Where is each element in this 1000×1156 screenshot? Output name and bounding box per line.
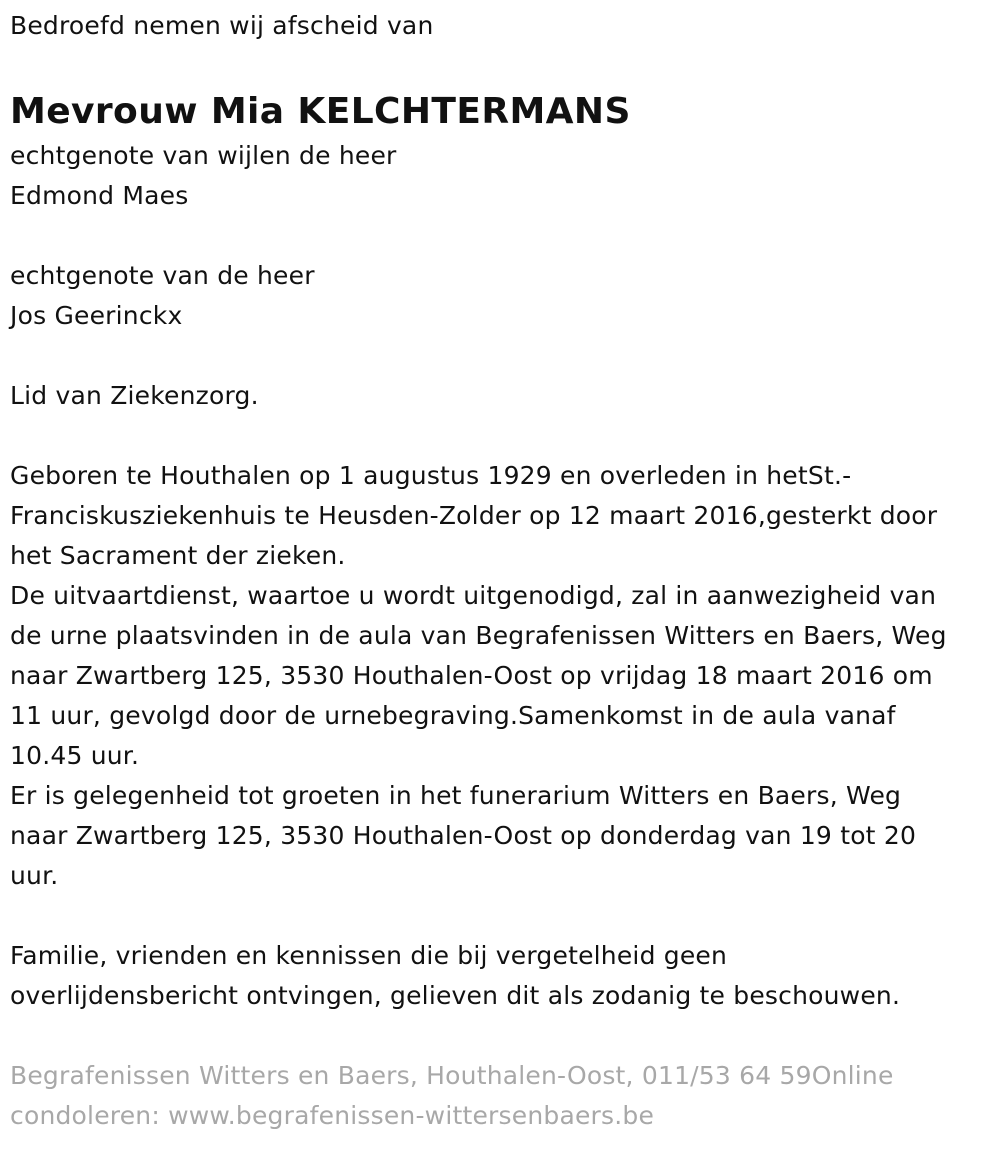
spacer <box>10 416 990 456</box>
birth-death-paragraph <box>10 456 990 576</box>
obituary-notice <box>0 6 1000 1136</box>
spacer <box>10 336 990 376</box>
paragraph-line: De uitvaartdienst, waartoe u wordt uitgenodigd, zal in aanwezigheid van <box>10 581 937 610</box>
late-spouse-label: echtgenote van wijlen de heer <box>10 141 397 170</box>
paragraph-line: het Sacrament der zieken. <box>10 541 346 570</box>
footer-line: Begrafenissen Witters en Baers, Houthalen-Oost, 011/53 64 59Online <box>10 1061 894 1090</box>
paragraph-line: Familie, vrienden en kennissen die bij vergetelheid geen <box>10 941 728 970</box>
spouse-block <box>10 256 990 336</box>
membership-text: Lid van Ziekenzorg. <box>10 381 259 410</box>
spacer <box>10 1016 990 1056</box>
spacer <box>10 896 990 936</box>
late-spouse-name: Edmond Maes <box>10 181 189 210</box>
paragraph-line: 10.45 uur. <box>10 741 140 770</box>
spacer <box>10 216 990 256</box>
paragraph-line: uur. <box>10 861 59 890</box>
paragraph-line: Geboren te Houthalen op 1 augustus 1929 en overleden in hetSt.- <box>10 461 852 490</box>
closing-paragraph <box>10 936 990 1016</box>
intro-text: Bedroefd nemen wij afscheid van <box>10 11 434 40</box>
paragraph-line: overlijdensbericht ontvingen, gelieven dit als zodanig te beschouwen. <box>10 981 901 1010</box>
paragraph-line: de urne plaatsvinden in de aula van Begrafenissen Witters en Baers, Weg <box>10 621 947 650</box>
spouse-name: Jos Geerinckx <box>10 301 183 330</box>
paragraph-line: 11 uur, gevolgd door de urnebegraving.Samenkomst in de aula vanaf <box>10 701 896 730</box>
spouse-label: echtgenote van de heer <box>10 261 315 290</box>
funeral-home-footer <box>10 1056 990 1136</box>
paragraph-line: Franciskusziekenhuis te Heusden-Zolder op 12 maart 2016,gesterkt door <box>10 501 938 530</box>
late-spouse-block <box>10 136 990 216</box>
visitation-paragraph <box>10 776 990 896</box>
paragraph-line: naar Zwartberg 125, 3530 Houthalen-Oost op donderdag van 19 tot 20 <box>10 821 917 850</box>
paragraph-line: naar Zwartberg 125, 3530 Houthalen-Oost op vrijdag 18 maart 2016 om <box>10 661 933 690</box>
paragraph-line: Er is gelegenheid tot groeten in het funerarium Witters en Baers, Weg <box>10 781 902 810</box>
deceased-name: Mevrouw Mia KELCHTERMANS <box>10 91 631 132</box>
service-paragraph <box>10 576 990 776</box>
footer-line: condoleren: www.begrafenissen-wittersenbaers.be <box>10 1101 655 1130</box>
